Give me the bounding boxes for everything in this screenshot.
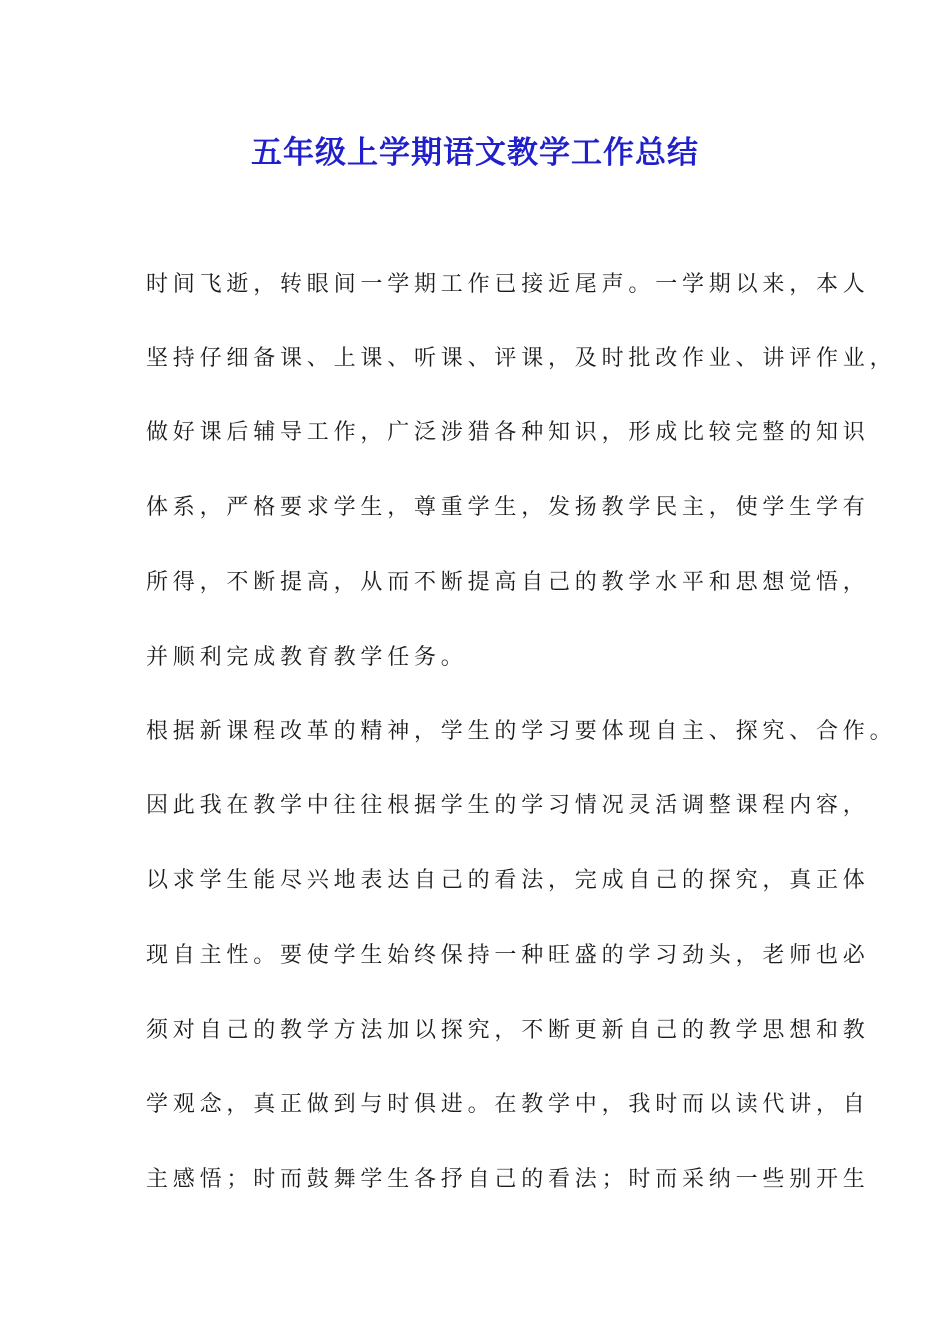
body-line: 学观念，真正做到与时俱进。在教学中，我时而以读代讲，自: [146, 1092, 870, 1117]
body-line: 坚持仔细备课、上课、听课、评课，及时批改作业、讲评作业，: [146, 346, 897, 371]
body-line: 根据新课程改革的精神，学生的学习要体现自主、探究、合作。: [146, 719, 897, 744]
body-line: 现自主性。要使学生始终保持一种旺盛的学习劲头，老师也必: [146, 943, 870, 968]
body-line: 以求学生能尽兴地表达自己的看法，完成自己的探究，真正体: [146, 868, 870, 893]
body-line: 主感悟；时而鼓舞学生各抒自己的看法；时而采纳一些别开生: [146, 1167, 870, 1192]
document-title: 五年级上学期语文教学工作总结: [251, 135, 699, 171]
body-line: 须对自己的教学方法加以探究，不断更新自己的教学思想和教: [146, 1018, 870, 1043]
body-line: 体系，严格要求学生，尊重学生，发扬教学民主，使学生学有: [146, 495, 870, 520]
body-line: 并顺利完成教育教学任务。: [146, 645, 468, 670]
body-line: 时间飞逝，转眼间一学期工作已接近尾声。一学期以来，本人: [146, 272, 870, 297]
body-line: 所得，不断提高，从而不断提高自己的教学水平和思想觉悟，: [146, 570, 870, 595]
body-line: 做好课后辅导工作，广泛涉猎各种知识，形成比较完整的知识: [146, 420, 870, 445]
body-line: 因此我在教学中往往根据学生的学习情况灵活调整课程内容，: [146, 793, 870, 818]
